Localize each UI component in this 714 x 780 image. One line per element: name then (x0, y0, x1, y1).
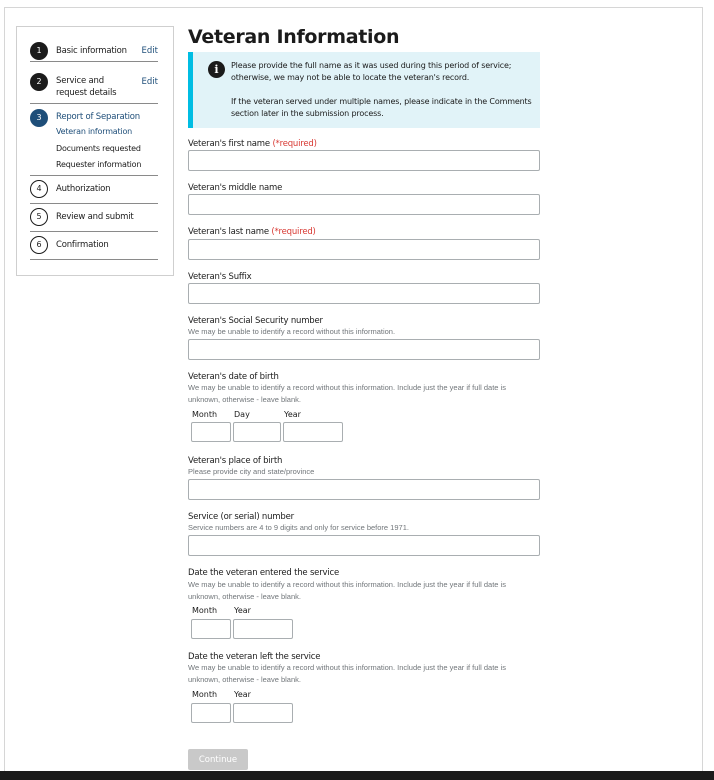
step-number-circle: 6 (30, 236, 48, 254)
step-confirmation[interactable] (30, 231, 158, 260)
alert-paragraph: If the veteran served under multiple names, please indicate in the Comments section later in the submission process. (231, 97, 532, 118)
suffix-label: Veteran's Suffix (188, 272, 252, 282)
service-number-label: Service (or serial) number (188, 512, 294, 522)
left-year-label: Year (234, 690, 251, 699)
entered-year-label: Year (234, 606, 251, 615)
last-name-label (188, 227, 316, 237)
dob-label: Veteran's date of birth (188, 372, 279, 382)
sub-item-documents-requested[interactable]: Documents requested (56, 144, 141, 153)
middle-name-label: Veteran's middle name (188, 183, 283, 193)
first-name-label-text: Veteran's first name (188, 139, 270, 149)
date-left-hint: We may be unable to identify a record without this information. Include just the year if full date is unknown, otherwise - leave blank. (188, 663, 506, 684)
dob-day-label: Day (234, 410, 250, 419)
step-basic-information[interactable] (30, 27, 158, 62)
dob-hint: We may be unable to identify a record without this information. Include just the year if full date is unknown, otherwise - leave blank. (188, 383, 506, 404)
info-alert (188, 52, 540, 128)
last-name-input[interactable] (188, 239, 540, 260)
ssn-label: Veteran's Social Security number (188, 316, 323, 326)
step-review-and-submit[interactable] (30, 203, 158, 232)
ssn-input[interactable] (188, 339, 540, 360)
required-indicator: (*required) (272, 139, 317, 149)
date-entered-hint: We may be unable to identify a record without this information. Include just the year if full date is unknown, otherwise - leave blank. (188, 580, 506, 601)
sub-item-veteran-information[interactable]: Veteran information (56, 127, 133, 136)
left-year-input[interactable] (233, 703, 293, 723)
first-name-input[interactable] (188, 150, 540, 171)
edit-basic-information-link[interactable]: Edit (141, 46, 158, 56)
entered-year-input[interactable] (233, 619, 293, 639)
continue-button[interactable]: Continue (188, 749, 248, 770)
service-number-hint: Service numbers are 4 to 9 digits and only for service before 1971. (188, 523, 409, 532)
first-name-label (188, 139, 317, 149)
dob-year-label: Year (284, 410, 301, 419)
left-month-input[interactable] (191, 703, 231, 723)
date-entered-label: Date the veteran entered the service (188, 568, 339, 578)
alert-paragraph: Please provide the full name as it was used during this period of service; otherwise, we may not be able to locate the veteran's record. (231, 61, 512, 82)
step-service-and-request[interactable] (30, 61, 158, 104)
step-number-circle: 2 (30, 73, 48, 91)
dob-day-input[interactable] (233, 422, 281, 442)
step-label: Basic information (56, 46, 127, 56)
page-title: Veteran Information (188, 26, 400, 48)
step-number-circle: 4 (30, 180, 48, 198)
ssn-hint: We may be unable to identify a record without this information. (188, 327, 396, 336)
last-name-label-text: Veteran's last name (188, 227, 269, 237)
sub-item-requester-information[interactable]: Requester information (56, 160, 142, 169)
pob-label: Veteran's place of birth (188, 456, 283, 466)
dob-month-label: Month (192, 410, 218, 419)
service-number-input[interactable] (188, 535, 540, 556)
bottom-bar (0, 771, 714, 780)
left-month-label: Month (192, 690, 218, 699)
middle-name-input[interactable] (188, 194, 540, 215)
step-label: Review and submit (56, 212, 134, 222)
step-number-circle: 1 (30, 42, 48, 60)
step-label: Authorization (56, 184, 111, 194)
pob-hint: Please provide city and state/province (188, 467, 315, 476)
step-number-circle: 5 (30, 208, 48, 226)
entered-month-label: Month (192, 606, 218, 615)
edit-service-and-request-link[interactable]: Edit (141, 77, 158, 87)
entered-month-input[interactable] (191, 619, 231, 639)
step-authorization[interactable] (30, 175, 158, 204)
date-left-label: Date the veteran left the service (188, 652, 321, 662)
step-navigation (16, 26, 174, 276)
dob-year-input[interactable] (283, 422, 343, 442)
step-report-of-separation[interactable] (30, 103, 158, 176)
step-number-circle: 3 (30, 109, 48, 127)
pob-input[interactable] (188, 479, 540, 500)
info-icon: i (208, 61, 225, 78)
step-label: Confirmation (56, 240, 109, 250)
required-indicator: (*required) (271, 227, 316, 237)
step-label: Report of Separation (56, 112, 140, 122)
dob-month-input[interactable] (191, 422, 231, 442)
step-label: Service and request details (56, 76, 117, 98)
suffix-input[interactable] (188, 283, 540, 304)
